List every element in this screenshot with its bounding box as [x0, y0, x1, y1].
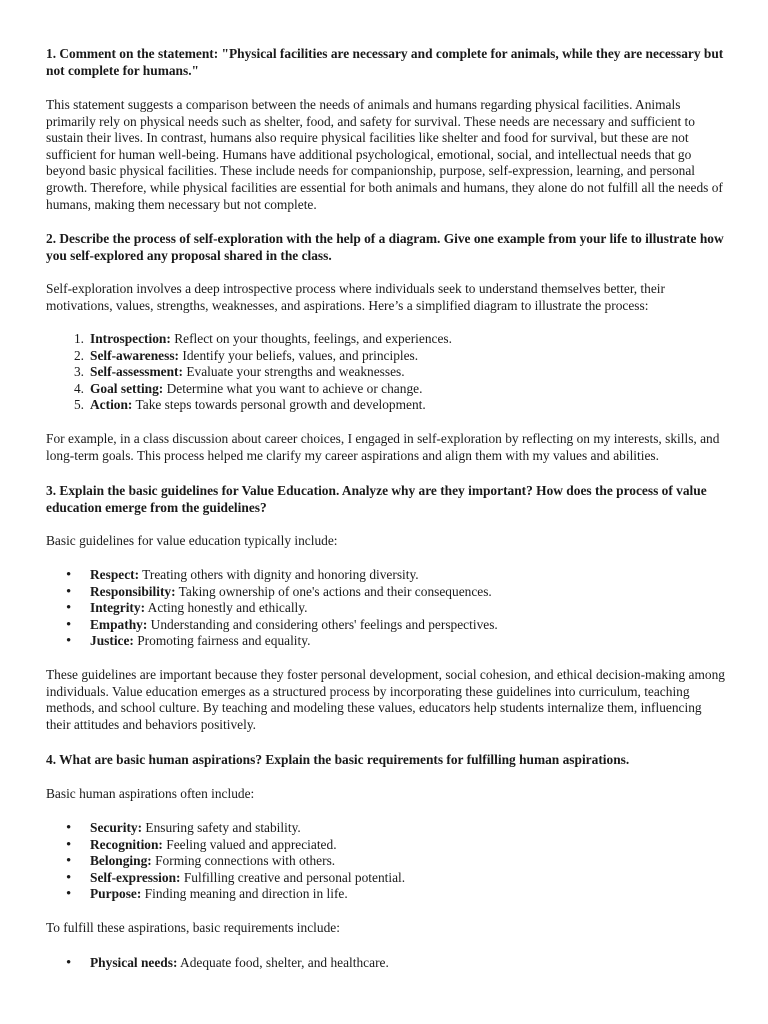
q1-body: This statement suggests a comparison between the needs of animals and humans regarding physical facilities. Animals primarily rely on physical needs such as shelter, food, and safety for survival. These needs are necessary and sufficient to sustain their lives. In contrast, humans also require physical facilities like shelter and food for survival, but these are not sufficient for human well-being. Humans have additional psychological, emotional, social, and intellectual needs that go beyond basic physical facilities. These include needs for companionship, purpose, self-expression, learning, and personal growth. Therefore, while physical facilities are essential for both animals and humans, they alone do not fulfill all the needs of humans, making them necessary but not complete. — [46, 97, 723, 212]
q3-conclusion: These guidelines are important because they foster personal development, social cohesion, and ethical decision-making among individuals. Value education emerges as a structured process by incorporating these guidelines into curriculum, teaching methods, and school culture. By teaching and modeling these values, educators help students internalize them, influencing their attitudes and behaviors positively. — [46, 667, 725, 732]
list-item: • Purpose: Finding meaning and direction in life. — [90, 886, 728, 903]
list-item: 4. Goal setting: Determine what you want to achieve or change. — [73, 380, 423, 396]
list-item: • Belonging: Forming connections with others. — [90, 853, 728, 870]
q2-heading: 2. Describe the process of self-exploration with the help of a diagram. Give one example from your life to illustrate how you self-explored any proposal shared in the class. — [46, 231, 724, 263]
q4-heading: 4. What are basic human aspirations? Explain the basic requirements for fulfilling human aspirations. — [46, 752, 630, 767]
q3-guidelines-list — [90, 567, 728, 650]
list-item: • Recognition: Feeling valued and appreciated. — [90, 837, 728, 854]
list-item: 1. Introspection: Reflect on your thoughts, feelings, and experiences. — [73, 331, 452, 346]
q4-requirements-list — [90, 955, 728, 972]
list-item: 3. Self-assessment: Evaluate your strengths and weaknesses. — [73, 364, 405, 380]
list-item: • Empathy: Understanding and considering others' feelings and perspectives. — [90, 617, 728, 634]
q4-aspirations-list — [90, 820, 728, 903]
q4-intro: Basic human aspirations often include: — [46, 786, 255, 801]
q4-requirements-intro: To fulfill these aspirations, basic requirements include: — [46, 920, 340, 935]
list-item: • Self-expression: Fulfilling creative and personal potential. — [90, 870, 728, 887]
q1-heading: 1. Comment on the statement: "Physical facilities are necessary and complete for animals, while they are necessary but not complete for humans." — [46, 46, 724, 78]
list-item: • Justice: Promoting fairness and equality. — [90, 633, 728, 650]
q2-example: For example, in a class discussion about career choices, I engaged in self-exploration by reflecting on my interests, skills, and long-term goals. This process helped me clarify my career aspirations and align them with my values and abilities. — [46, 431, 720, 463]
q2-steps-list — [73, 331, 728, 414]
list-item: • Responsibility: Taking ownership of one's actions and their consequences. — [90, 584, 728, 601]
list-item: • Integrity: Acting honestly and ethically. — [90, 600, 728, 617]
q3-heading: 3. Explain the basic guidelines for Value Education. Analyze why are they important? How does the process of value education emerge from the guidelines? — [46, 483, 707, 515]
q3-intro: Basic guidelines for value education typically include: — [46, 533, 338, 548]
list-item: • Respect: Treating others with dignity and honoring diversity. — [90, 567, 728, 584]
list-item: • Security: Ensuring safety and stability. — [90, 820, 728, 837]
q2-intro: Self-exploration involves a deep introspective process where individuals seek to understand themselves better, their motivations, values, strengths, weaknesses, and aspirations. Here’s a simplified diagram to illustrate the process: — [46, 281, 665, 313]
list-item: 5. Action: Take steps towards personal growth and development. — [73, 397, 426, 413]
list-item: • Physical needs: Adequate food, shelter, and healthcare. — [90, 955, 728, 972]
list-item: 2. Self-awareness: Identify your beliefs, values, and principles. — [73, 347, 419, 363]
